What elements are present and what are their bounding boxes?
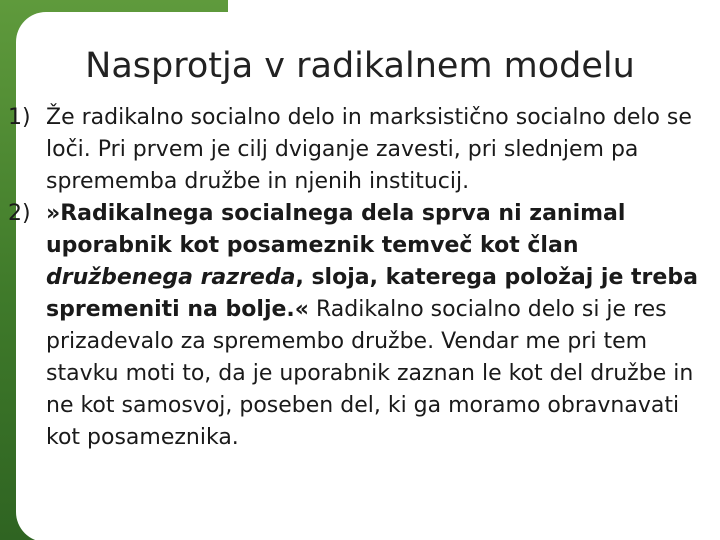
item-number: 1): [8, 105, 31, 130]
quote-bold-italic-text: družbenega razreda: [46, 265, 296, 290]
quote-bold-text: »Radikalnega socialnega dela sprva ni zanimal uporabnik kot posameznik temveč kot član: [46, 201, 626, 258]
slide-title: Nasprotja v radikalnem modelu: [85, 46, 635, 86]
bullet-list: [8, 102, 720, 454]
quote-bold-text-end: , sloja, katerega položaj je treba spremeniti na bolje.«: [46, 265, 698, 322]
list-item: [8, 102, 720, 198]
item-text: Radikalno socialno delo si je res prizadevalo za spremembo družbe. Vendar me pri tem stavku moti to, da je uporabnik zaznan le kot del družbe in ne kot samosvoj, poseben del, ki ga moramo obravnavati kot posameznika.: [46, 297, 694, 450]
item-text: Že radikalno socialno delo in marksistično socialno delo se loči. Pri prvem je cilj dviganje zavesti, pri slednjem pa sprememba družbe in njenih institucij.: [46, 105, 692, 194]
list-item: [8, 198, 720, 454]
item-number: 2): [8, 201, 31, 226]
